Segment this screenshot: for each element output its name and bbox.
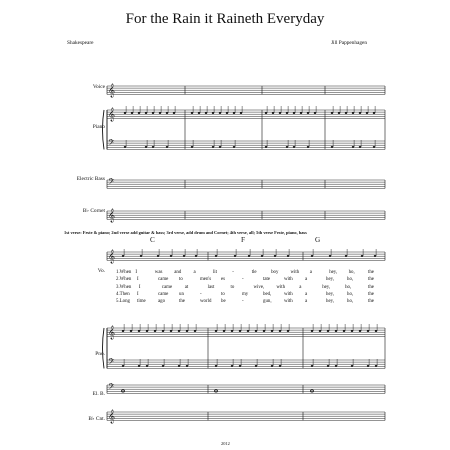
lyric-syllable: lit [212,270,217,275]
lyric-syllable: boy [271,270,279,275]
lyric-syllable: ho, [348,270,355,275]
bass-clef-icon: 𝄢 [108,139,115,150]
lyric-syllable: my [242,291,249,297]
lyric-syllable: the [179,299,185,305]
lyric-syllable: last [207,284,215,290]
lyric-syllable: 1.When [116,270,132,275]
lyric-syllable: to [221,291,225,297]
lyric-syllable: un [179,291,184,297]
lyric-syllable: a [299,284,302,290]
instrument-label-electric-bass: Electric Bass [76,176,105,182]
lyric-syllable: and [174,270,182,275]
lyric-syllable: gun, [263,299,272,305]
lyric-syllable: the [368,284,374,290]
bass-clef-icon: 𝄢 [108,358,115,369]
lyric-syllable: I [137,291,139,297]
lyric-syllable: tate [263,277,271,283]
lyric-syllable: was [154,270,163,275]
lyric-syllable: - [242,299,244,305]
treble-clef-icon: 𝄞 [108,249,116,263]
lyric-syllable: tle [251,270,257,275]
lyric-syllable: 5.Long [116,299,130,305]
treble-clef-icon: 𝄞 [108,208,116,222]
lyric-syllable: a [193,270,196,275]
lyric-syllable: ago [158,299,166,305]
instrument-label-vo: Vo. [97,268,105,274]
treble-clef-icon: 𝄞 [108,107,116,121]
chord-symbol: F [241,236,245,244]
instrument-label-pno: Pno. [95,351,105,357]
lyric-syllable: hey, [326,299,334,305]
lyric-syllable: world [200,299,212,305]
lyric-syllable: be [221,299,226,305]
lyricist: Shakespeare [67,40,94,46]
chord-symbol: G [315,236,321,244]
lyric-syllable: to [179,277,183,283]
footer-year: 2012 [221,441,230,446]
instrument-label-cnt: B♭ Cnt. [88,416,105,422]
lyric-syllable: men's [200,277,212,283]
lyric-syllable: I [138,284,141,290]
lyric-syllable: a [305,277,308,283]
lyric-syllable: with [290,270,300,275]
treble-clef-icon: 𝄞 [108,325,116,339]
lyric-syllable: 3.When [116,284,132,290]
lyric-syllable: ho, [347,277,354,283]
piano-brace [103,328,105,368]
treble-clef-icon: 𝄞 [108,409,116,423]
instrument-label-el-b: El. B. [92,391,105,397]
lyric-syllable: the [368,270,374,275]
lyric-syllable: to [230,284,235,290]
bass-whole-note [214,390,217,392]
bass-clef-icon: 𝄢 [108,383,115,394]
lyric-syllable: ho, [345,284,352,290]
instrument-label-cornet: B♭ Cornet [82,208,105,214]
lyric-syllable: with [284,291,293,297]
composer: Jill Pappenhagen [331,40,368,46]
lyric-syllable: came [158,277,169,283]
lyric-syllable: - [232,270,234,275]
performance-note: 1st verse: Feste & piano; 2nd verse add guitar & bass; 3rd verse, add drum and Cornet; 4th verse, all; 5th verse Feste, piano, bass [64,230,307,235]
lyric-syllable: at [184,284,189,290]
score-title: For the Rain it Raineth Everyday [125,11,325,27]
lyric-syllable: the [368,291,374,297]
lyric-syllable: hey, [329,270,338,275]
treble-clef-icon: 𝄞 [108,83,116,97]
lyric-syllable: time [137,299,146,305]
lyric-syllable: bed, [263,291,272,297]
lyric-syllable: came [158,291,169,297]
instrument-label-piano: Piano [92,124,105,130]
lyric-syllable: a [305,291,308,297]
lyric-syllable: came [161,284,173,290]
lyric-syllable: the [368,277,374,283]
lyric-syllable: ho, [347,291,354,297]
lyric-syllable: hey, [326,277,334,283]
lyric-syllable: hey, [322,284,331,290]
lyric-syllable: with [276,284,286,290]
instrument-label-voice: Voice [92,84,105,90]
lyric-syllable: 2.When [116,277,132,283]
lyric-syllable: es [221,277,226,283]
piano-brace [103,110,105,149]
lyric-syllable: with [284,299,293,305]
lyric-syllable: wive, [253,284,265,290]
bass-whole-note [310,390,313,392]
bass-clef-icon: 𝄢 [108,178,115,189]
lyric-syllable: I [135,270,138,275]
lyric-syllable: - [200,291,202,297]
bass-whole-note [121,390,124,392]
lyric-syllable: 4.Then [116,291,130,297]
lyric-syllable: ho, [347,299,354,305]
lyric-syllable: hey, [326,291,334,297]
lyric-syllable: - [242,277,244,283]
lyric-syllable: the [368,299,374,305]
lyric-syllable: with [284,277,293,283]
lyric-syllable: a [305,299,308,305]
chord-symbol: C [150,236,155,244]
lyric-syllable: a [309,270,312,275]
lyric-syllable: I [137,277,139,283]
